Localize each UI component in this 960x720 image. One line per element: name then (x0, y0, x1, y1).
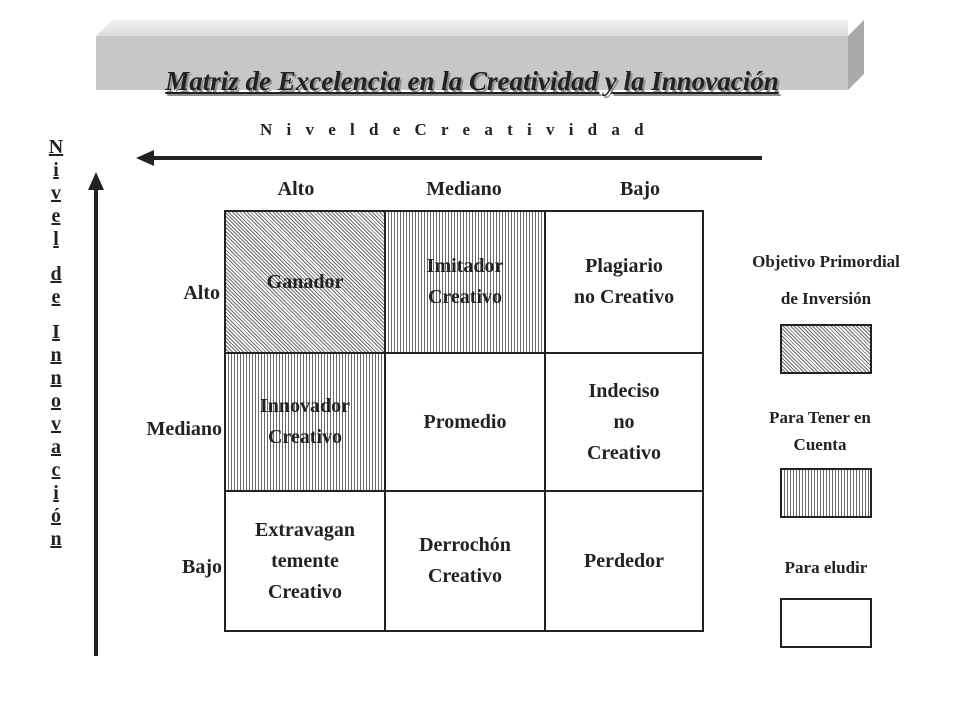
legend-swatch-tener (780, 468, 872, 518)
row-label-mediano: Mediano (146, 418, 222, 440)
title-banner (96, 20, 864, 96)
legend-objetivo-line2: de Inversión (780, 289, 872, 309)
column-label-alto: Alto (277, 178, 315, 200)
y-axis-letter: e (51, 205, 61, 227)
y-axis-title (38, 136, 74, 551)
y-axis-letter: a (51, 436, 61, 458)
legend-tener-line1: Para Tener en (769, 408, 871, 427)
row-label-alto: Alto (183, 282, 220, 304)
y-axis-letter: v (51, 413, 61, 435)
y-axis-letter: n (50, 344, 62, 366)
matrix-cell-label: Ganador (266, 270, 344, 293)
y-axis-letter: c (51, 459, 61, 481)
matrix-cell-label: Perdedor (584, 549, 664, 572)
page-title: Matriz de Excelencia en la Creatividad y la Innovación (165, 66, 779, 96)
matrix-cell-label: Promedio (423, 410, 507, 433)
matrix-cell-2-3 (546, 354, 702, 492)
legend-swatch-objetivo (780, 324, 872, 374)
x-axis-arrow-icon (136, 148, 764, 168)
legend-swatch-eludir (780, 598, 872, 648)
y-axis-letter: l (53, 228, 59, 250)
y-axis-arrow-icon (86, 172, 106, 658)
legend-objetivo-label (716, 248, 936, 312)
banner-face (96, 36, 848, 96)
legend-tener-line2: Cuenta (793, 435, 847, 455)
matrix-cell-label: Plagiario no Creativo (573, 255, 675, 308)
column-label-bajo: Bajo (620, 178, 660, 200)
y-axis-letter: e (51, 286, 61, 308)
matrix-cell-label: Indeciso no Creativo (586, 379, 662, 464)
y-axis-letter: N (48, 136, 64, 158)
legend-objetivo-line1: Objetivo Primordial (752, 252, 900, 271)
legend-tener-label (710, 404, 930, 458)
matrix-cell-3-2 (386, 492, 546, 630)
y-axis-letter (38, 251, 74, 263)
row-label-bajo: Bajo (182, 556, 222, 578)
y-axis-letter: d (50, 263, 62, 285)
matrix-cell-1-1 (226, 212, 386, 354)
y-axis-letter: i (53, 482, 59, 504)
matrix-cell-1-3 (546, 212, 702, 354)
matrix-cell-label: Derrochón Creativo (419, 534, 511, 587)
y-axis-letter: v (51, 182, 61, 204)
y-axis-letter: o (51, 390, 61, 412)
matrix-cell-label: Imitador Creativo (426, 255, 504, 308)
banner-side (848, 20, 864, 90)
matrix-cell-2-2 (386, 354, 546, 492)
column-label-mediano: Mediano (426, 178, 502, 200)
matrix-cell-3-1 (226, 492, 386, 630)
matrix-cell-2-1 (226, 354, 386, 492)
matrix-cell-1-2 (386, 212, 546, 354)
y-axis-letter: I (52, 321, 60, 343)
y-axis-letter: i (53, 159, 59, 181)
matrix-cell-3-3 (546, 492, 702, 630)
creativity-innovation-matrix (224, 210, 704, 632)
y-axis-letter: n (50, 528, 62, 550)
legend-eludir-label: Para eludir (784, 558, 868, 577)
matrix-cell-label: Extravagan temente Creativo (255, 518, 355, 603)
y-axis-letter: n (50, 367, 62, 389)
x-axis-title: N i v e l d e C r e a t i v i d a d (260, 120, 649, 139)
y-axis-letter: ó (51, 505, 61, 527)
y-axis-letter (38, 309, 74, 321)
matrix-cell-label: Innovador Creativo (259, 395, 351, 448)
